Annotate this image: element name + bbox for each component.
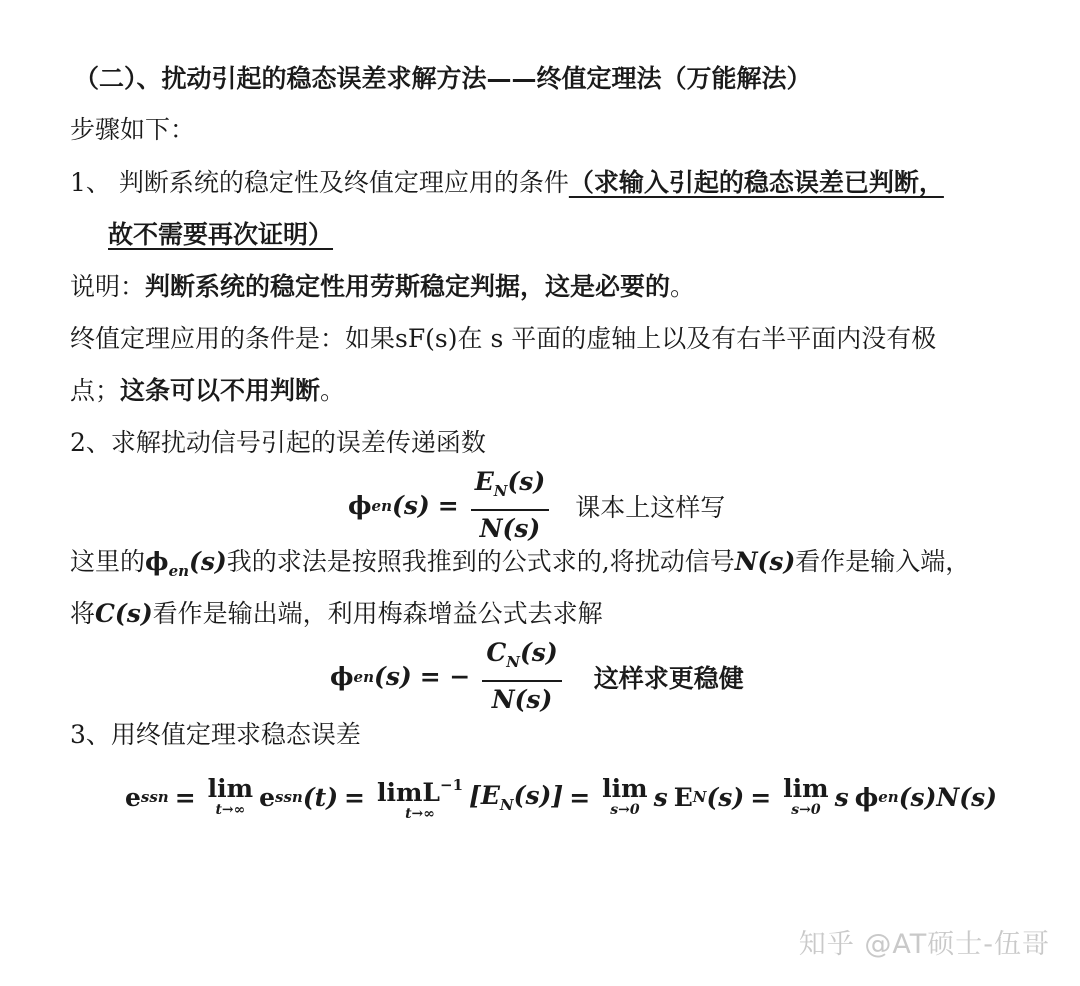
explain-end: 。 <box>670 272 696 301</box>
equation-3: e ssn = lim t→∞ e ssn (t) = limL$^{-1}$ t→∞ $[E_N(s)]$ = lim s→0 s E N (s) = lim s→0 s ϕ en (s)N(s) <box>125 774 998 822</box>
zhihu-watermark: 知乎 @AT硕士-伍哥 <box>798 929 1050 960</box>
condition-line2-bold: 这条可以不用判断 <box>120 376 321 405</box>
condition-line-2 <box>70 374 345 408</box>
section-heading: （二）、扰动引起的稳态误差求解方法——终值定理法（万能解法） <box>74 64 812 93</box>
equation-1: ϕ en (s) = $\frac{E_N(s)}{N(s)}$ 课本上这样写 <box>348 467 726 543</box>
equation-1-fraction: $\frac{E_N(s)}{N(s)}$ <box>471 467 550 544</box>
explain-label: 说明： <box>70 272 146 301</box>
step1-line <box>70 166 944 200</box>
condition-line2-end: 。 <box>320 376 346 405</box>
condition-line-1: 终值定理应用的条件是：如果sF(s)在 s 平面的虚轴上以及有右半平面内没有极 <box>70 324 937 353</box>
equation-2-fraction: $\frac{C_N(s)}{N(s)}$ <box>482 638 561 715</box>
equation-2-note: 这样求更稳健 <box>593 663 744 693</box>
steps-intro: 步骤如下： <box>70 115 196 144</box>
equation-2: ϕ en (s) = − $\frac{C_N(s)}{N(s)}$ 这样求更稳健 <box>330 638 744 714</box>
step2-title: 2、求解扰动信号引起的误差传递函数 <box>70 428 486 457</box>
step2-paragraph-2: 将C(s)看作是输出端，利用梅森增益公式去求解 <box>70 599 603 628</box>
step1-note-part2: 故不需要再次证明） <box>108 220 334 249</box>
step1-note-part1: （求输入引起的稳态误差已判断， <box>568 168 944 197</box>
step3-title: 3、用终值定理求稳态误差 <box>70 720 361 749</box>
step1-text: 判断系统的稳定性及终值定理应用的条件 <box>118 168 569 197</box>
step1-number: 1、 <box>70 168 111 197</box>
step2-paragraph-1: 这里的$\phi_{en}(s)$我的求法是按照我推到的公式求的,将扰动信号N(s)看作是输入端， <box>70 547 971 580</box>
explain-bold: 判断系统的稳定性用劳斯稳定判据，这是必要的 <box>145 272 671 301</box>
equation-1-note: 课本上这样写 <box>575 492 726 522</box>
explain-line <box>70 270 695 304</box>
condition-line2-a: 点； <box>70 376 121 405</box>
